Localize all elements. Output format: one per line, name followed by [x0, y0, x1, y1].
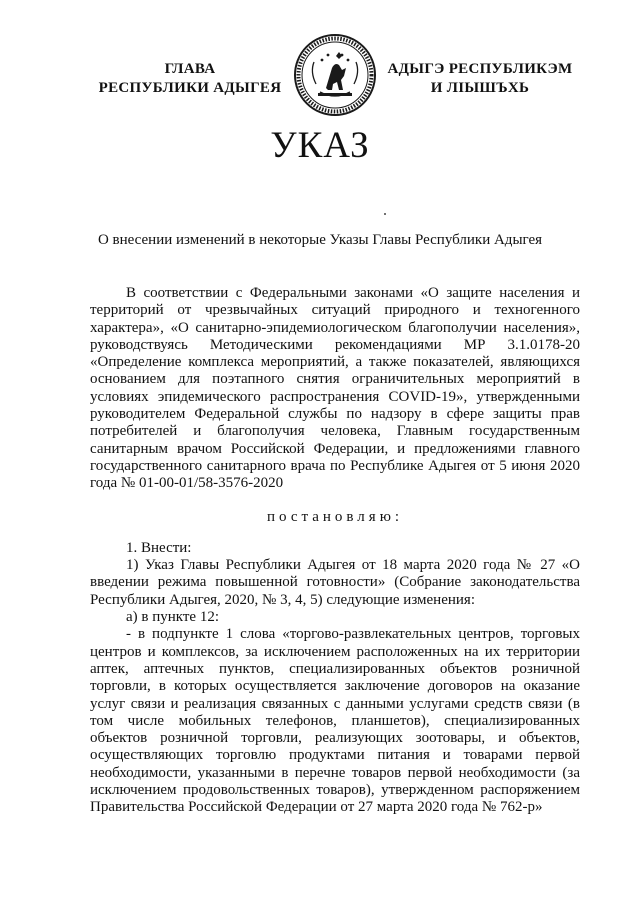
header-left-line-1: ГЛАВА	[164, 61, 216, 77]
preamble-paragraph: В соответствии с Федеральными законами «О защите населения и территорий от чрезвычайных ситуаций природного и техногенного характера», «О санитарно-эпидемиологическом благополучии населения», руководствуясь Методическими рекомендациями МР 3.1.0178-20 «Определение комплекса мероприятий, а также показателей, являющихся основанием для поэтапного снятия ограничительных мероприятий в условиях эпидемического распространения COVID-19», утвержденными руководителем Федеральной службы по надзору в сфере защиты прав потребителей и благополучия человека, Главным государственным санитарным врачом Российской Федерации, и предложениями главного государственного санитарного врача по Республике Адыгея от 5 июня 2020 года № 01-00-01/58-3576-2020	[90, 285, 580, 492]
body-paragraph-2: 1) Указ Главы Республики Адыгея от 18 марта 2020 года № 27 «О введении режима повышенной готовности» (Собрание законодательства Республики Адыгея, 2020, № 3, 4, 5) следующие изменения:	[90, 557, 580, 608]
document-subject: О внесении изменений в некоторые Указы Главы Республики Адыгея	[97, 232, 543, 248]
header-right-line-2: И ЛІЫШЪХЬ	[430, 80, 530, 96]
body-paragraph-4: - в подпункте 1 слова «торгово-развлекательных центров, торговых центров и комплексов, за исключением расположенных на их территории аптек, аптечных пунктов, специализированных объектов розничной торговли, в которых осуществляется заключение договоров на оказание услуг связи и реализация связанных с данными услугами средств связи (в том числе мобильных телефонов, планшетов), специализированных объектов розничной торговли, реализующих зоотовары, и объектов, осуществляющих торговлю продуктами питания и товарами первой необходимости, указанными в перечне товаров первой необходимости (за исключением продовольственных товаров), утвержденном распоряжением Правительства Российской Федерации от 27 марта 2020 года № 762-р»	[90, 626, 580, 816]
header-right-line-1: АДЫГЭ РЕСПУБЛИКЭМ	[387, 61, 573, 77]
document-body	[90, 285, 580, 817]
header-left-title	[90, 60, 290, 98]
document-title: УКАЗ	[270, 125, 370, 166]
body-paragraph-1: 1. Внести:	[126, 539, 192, 556]
header-right-title	[380, 60, 580, 98]
decree-word: постановляю:	[266, 508, 404, 525]
header-left-line-2: РЕСПУБЛИКИ АДЫГЕЯ	[98, 80, 282, 96]
coat-of-arms-emblem-icon	[292, 32, 378, 118]
scan-speck	[384, 213, 386, 215]
body-paragraph-3: а) в пункте 12:	[126, 609, 220, 626]
